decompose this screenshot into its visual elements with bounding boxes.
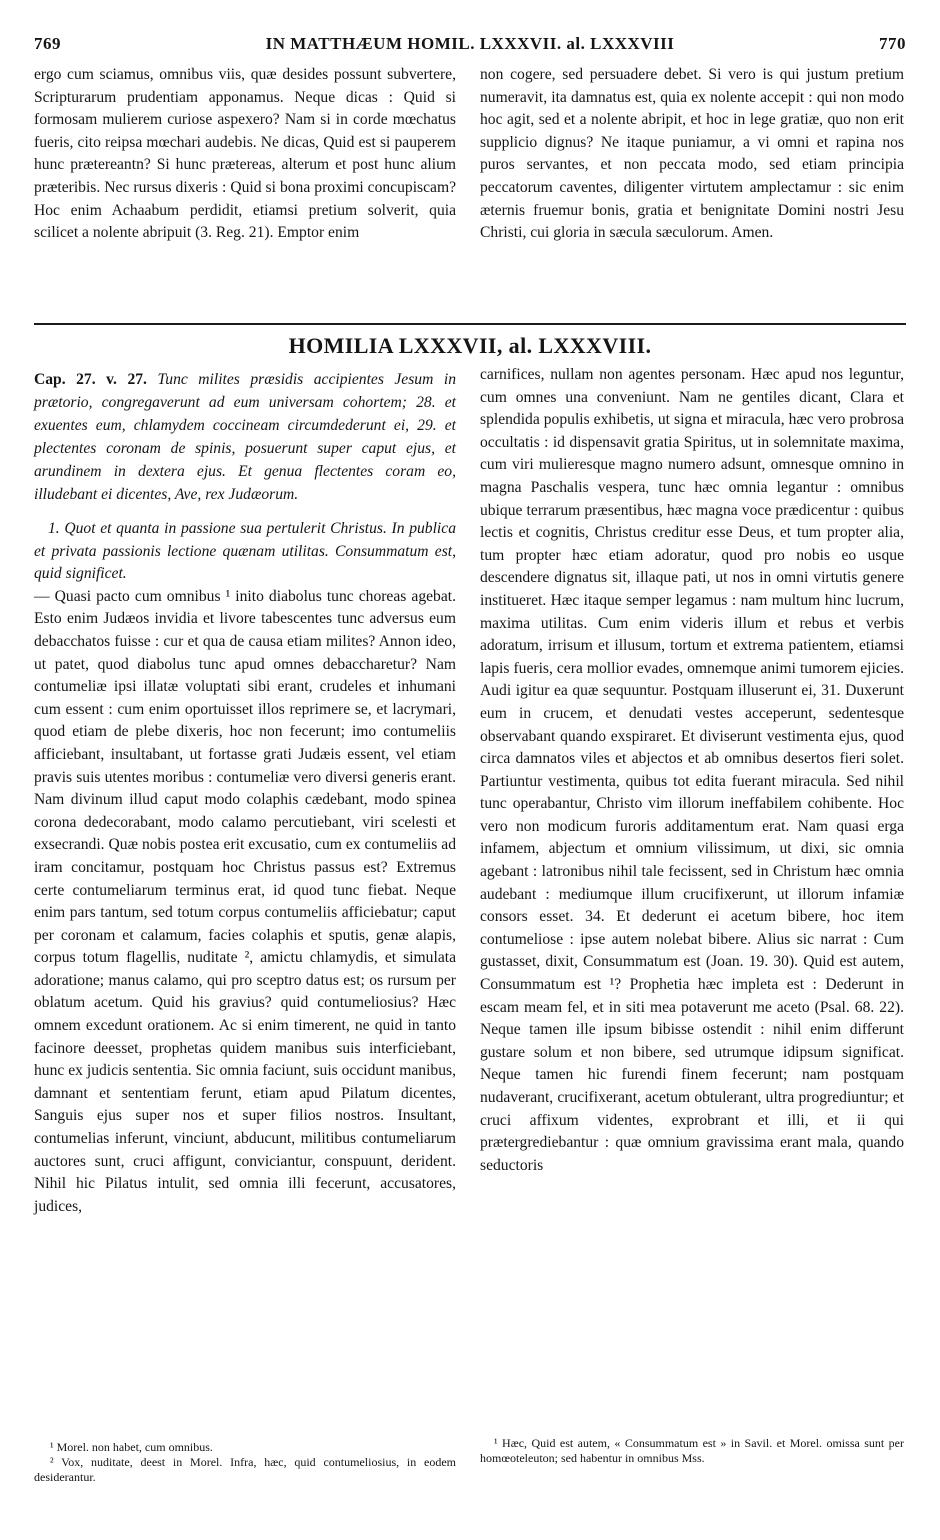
body-right-column — [480, 364, 904, 1177]
section-divider — [34, 323, 906, 325]
footnotes-left — [34, 1440, 456, 1485]
chapter-summary: 1. Quot et quanta in passione sua pertulerit Christus. In publica et privata passionis lectione quænam utilitas. Consummatum est, quid significet. — [34, 520, 456, 583]
footnote: ² Vox, nuditate, deest in Morel. Infra, hæc, quid contumeliosius, in eodem desiderantur. — [34, 1455, 456, 1484]
page-number-right: 770 — [879, 34, 906, 53]
body-left-column — [34, 368, 456, 1218]
top-right-paragraph: non cogere, sed persuadere debet. Si vero is qui justum pretium numeravit, ita damnatus est, quia ex nolente accepit : qui non modo hoc agit, sed et a nolente abripit, et hoc in lege gratiæ, quo non erit supplicio dignus? Ne itaque puniamur, a vi omni et rapina nos puros servantes, et non peccata modo, sed etiam principia peccatorum caventes, diligenter virtutem amplectamur : sic enim æternis fruemur bonis, gratia et benignitate Domini nostri Jesu Christi, cui gloria in sæcula sæculorum. Amen. — [480, 66, 904, 242]
top-left-column — [34, 64, 456, 245]
footnotes-right — [480, 1436, 904, 1466]
verse-text: Tunc milites præsidis accipientes Jesum in prætorio, congregaverunt ad eum universam cohortem; 28. et exuentes eum, chlamydem coccineam circumdederunt ei, 29. et plectentes coronam de spinis, posuerunt super caput ejus, et arundinem in dextera ejus. Et genua flectentes coram eo, illudebant ei dicentes, Ave, rex Judæorum. — [34, 371, 456, 503]
homily-title: HOMILIA LXXXVII, al. LXXXVIII. — [288, 333, 652, 358]
top-right-column — [480, 64, 904, 245]
body-right-paragraph: carnifices, nullam non agentes personam. Hæc apud nos leguntur, cum omnes una conveniunt. Nam ne gentiles dicant, Clara et splendida populis exhibetis, ut signa et miracula, hæc vero probrosa occultatis : id dispensavit gratia Spiritus, ut in solemnitate maxima, cum viri mulieresque magno numero adsunt, omnesque omnino in magna Paschalis vespera, tunc hæc omnia legantur : omnibus ubique terrarum præsentibus, hæc magna voce prædicentur : quibus lectis et cognitis, Christus creditur esse Deus, et tum propter alia, tum propter hæc etiam adoratur, quod pro nobis eo usque descendere dignatus sit, illaque pati, ut nos in omni virtutis genere institueret. Hæc itaque semper legamus : nam multum hinc lucrum, maxima utilitas. Cum enim videris illum et rebus et verbis adoratum, irrisum et illusum, tortum et extrema patientem, etiamsi lapis fueris, cera mollior evades, omnemque animi tumorem ejicies. Audi igitur ea quæ sequuntur. Postquam illuserunt ei, 31. Duxerunt eum in crucem, et denudati vestes acceperunt, sedentesque observabant quando exspiraret. Et diviserunt vestimenta ejus, quod circa damnatos viles et abjectos et ab omnibus desertos fieri solet. Partiuntur vestimenta, quibus tot edita fuerant miracula. Sed nihil tunc operabantur, Christo vim illorum ineffabilem cohibente. Hoc vero non modicum furoris additamentum erat. Nam quasi erga infamem, abjectum et omnium vilissimum, ut dixi, sic omnia agebant : latronibus nihil tale fecissent, sed in Christum hæc omnia audebant : mediumque illum crucifixerunt, ut illorum infamiæ consors esset. 34. Et dederunt ei acetum bibere, hoc item contumeliose : ipse autem nolebat bibere. Alius sic narrat : Cum gustasset, dixit, Consummatum est (Joan. 19. 30). Quid est autem, Consummatum est ¹? Prophetia hæc impleta est : Dederunt in escam meam fel, et in siti mea potaverunt me aceto (Psal. 68. 22). Neque tamen ille ipsum bibisse ostendit : nihil enim differunt gustare solum et non bibere, sed utrumque idipsum significat. Neque tamen hic furendi finem fecerunt; nam postquam nudaverant, crucifixerant, acetum obtulerant, ultra progrediuntur; et cruci affixum videntes, exprobrant et illi, et ii qui prætergrediebantur : quæ omnium gravissima erant mala, quando seductoris — [480, 366, 904, 1174]
running-header — [34, 34, 906, 62]
page-number-left: 769 — [34, 34, 61, 53]
body-left-paragraph: — Quasi pacto cum omnibus ¹ inito diabolus tunc choreas agebat. Esto enim Judæos invidia et livore tabescentes tunc adversus eum debacchatos fuisse : cur et qua de causa etiam milites? Annon ideo, ut patet, quod diabolus tunc apud omnes debaccharetur? Nam contumeliæ ipsi illatæ voluptati sibi erant, crudeles et inhumani cum essent : cum enim oportuisset illos reprimere se, et lacrymari, quod etiam de plebe dixeris, hoc non fecerunt; imo contumeliis afficiebant, insultabant, ut fortasse grati Judæis essent, vel etiam pravis suis utentes moribus : contumeliæ vero diversi generis erant. Nam divinum illud caput modo colaphis cædebant, modo spinea corona dedecorabant, modo calamo percutiebant, viri scelesti et exsecrandi. Quæ nobis postea erit excusatio, cum ex contumeliis ad iram concitamur, postquam hoc Christus passus est? Extremus certe contumeliarum terminus erat, id quod tunc fiebat. Neque enim pars tantum, sed totum corpus contumeliis afficiebatur; caput per coronam et calamum, facies colaphis et sputis, genæ alapis, corpus totum flagellis, nuditate ², amictu chlamydis, et simulata adoratione; manus calamo, qui pro sceptro datus est; os rursum per oblatum acetum. Quid his gravius? quid contumeliosius? Hæc omnem excedunt orationem. Ac si enim timerent, ne quid in tanto facinore deesset, prophetas quidem manibus suis interficiebant, hunc ex judicis sententia. Sic omnia faciunt, suis occidunt manibus, damnant et sententiam ferunt, etiam apud Pilatum dicentes, Sanguis ejus super nos et super filios nostros. Insultant, contumelias inferunt, vinciunt, abducunt, militibus contumeliarum auctores sunt, cruci affigunt, conviciantur, conspuunt, derident. Nihil hic Pilatus intulit, sed omnia illi fecerunt, accusatores, judices, — [34, 587, 456, 1215]
running-title: IN MATTHÆUM HOMIL. LXXXVII. al. LXXXVIII — [265, 34, 675, 53]
scripture-verse — [34, 368, 456, 506]
footnote: ¹ Hæc, Quid est autem, « Consummatum est » in Savil. et Morel. omissa sunt per homœoteleuton; sed habentur in omnibus Mss. — [480, 1436, 904, 1465]
footnote: ¹ Morel. non habet, cum omnibus. — [50, 1440, 213, 1454]
top-left-paragraph: ergo cum sciamus, omnibus viis, quæ desides possunt subvertere, Scripturarum prudentiam apponamus. Neque dicas : Quid si formosam mulierem curiose aspexero? Nam si in corde mœchatus fueris, cito reipsa mœchari audebis. Ne dicas, Quid est si pauperem hunc prætereantn? Si hunc prætereas, alterum et post hunc alium præteribis. Nec rursus dixeris : Quid si bona proximi concupiscam? Hoc enim Achaabum perdidit, etiamsi pretium solverit, quia scilicet a nolente abripuit (3. Reg. 21). Emptor enim — [34, 66, 456, 242]
verse-reference: Cap. 27. v. 27. — [34, 371, 147, 388]
